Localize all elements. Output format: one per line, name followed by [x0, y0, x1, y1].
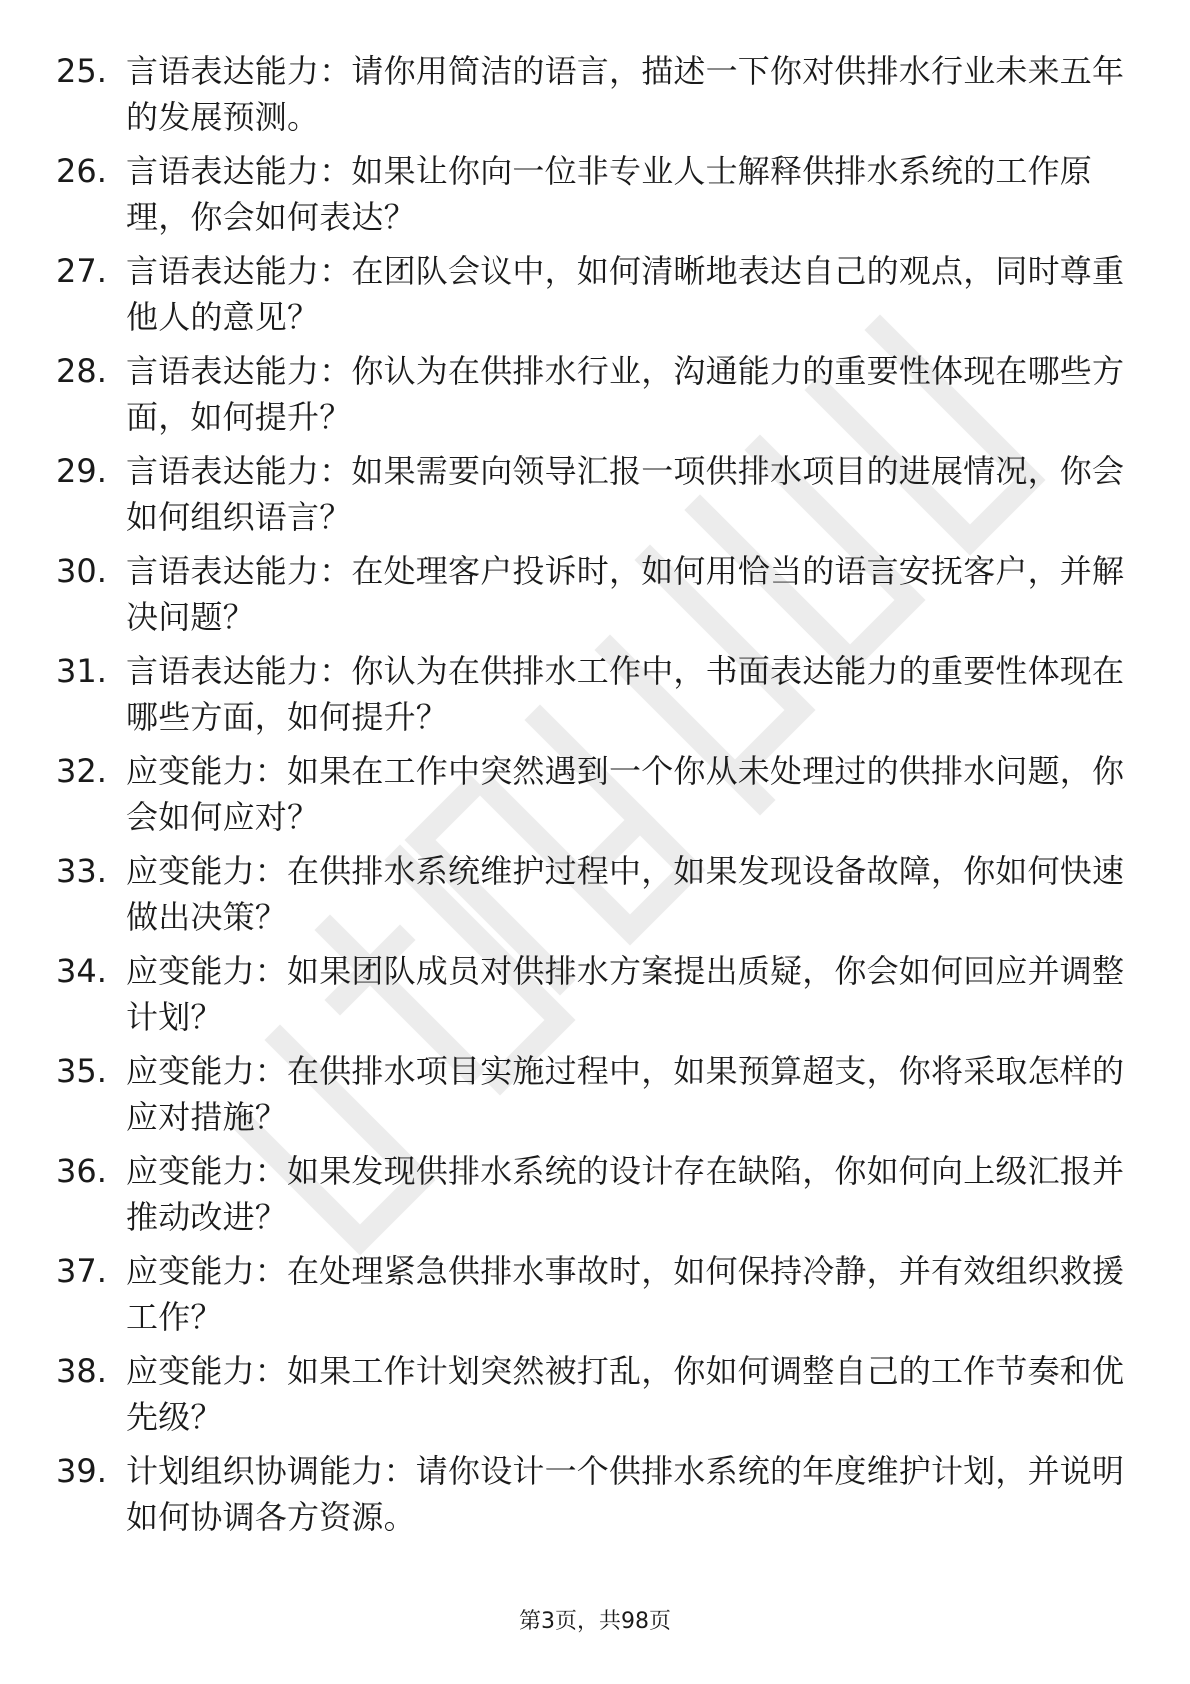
question-text: 言语表达能力：如果需要向领导汇报一项供排水项目的进展情况，你会如何组织语言？: [126, 452, 1125, 536]
question-number: 32.: [56, 752, 107, 790]
question-text: 应变能力：在供排水项目实施过程中，如果预算超支，你将采取怎样的应对措施？: [126, 1052, 1125, 1136]
page-number-label: 第3页，共98页: [519, 1609, 671, 1634]
question-number: 35.: [56, 1052, 107, 1090]
question-text: 应变能力：如果团队成员对供排水方案提出质疑，你会如何回应并调整计划？: [126, 952, 1125, 1036]
question-number: 30.: [56, 552, 107, 590]
question-number: 39.: [56, 1452, 107, 1490]
question-text: 言语表达能力：请你用简洁的语言，描述一下你对供排水行业未来五年的发展预测。: [126, 52, 1125, 136]
question-item: [56, 448, 1136, 548]
question-number: 33.: [56, 852, 107, 890]
question-item: [56, 848, 1136, 948]
question-number: 38.: [56, 1352, 107, 1390]
question-item: [56, 248, 1136, 348]
question-item: [56, 1148, 1136, 1248]
question-number: 36.: [56, 1152, 107, 1190]
question-number: 28.: [56, 352, 107, 390]
question-text: 言语表达能力：在处理客户投诉时，如何用恰当的语言安抚客户，并解决问题？: [126, 552, 1125, 636]
question-item: [56, 748, 1136, 848]
question-number: 27.: [56, 252, 107, 290]
question-item: [56, 648, 1136, 748]
question-text: 应变能力：如果发现供排水系统的设计存在缺陷，你如何向上级汇报并推动改进？: [126, 1152, 1125, 1236]
question-number: 34.: [56, 952, 107, 990]
question-number: 26.: [56, 152, 107, 190]
question-text: 言语表达能力：如果让你向一位非专业人士解释供排水系统的工作原理，你会如何表达？: [126, 152, 1093, 236]
question-item: [56, 1448, 1136, 1548]
question-item: [56, 948, 1136, 1048]
question-text: 言语表达能力：在团队会议中，如何清晰地表达自己的观点，同时尊重他人的意见？: [126, 252, 1125, 336]
question-text: 计划组织协调能力：请你设计一个供排水系统的年度维护计划，并说明如何协调各方资源。: [126, 1452, 1125, 1536]
question-number: 37.: [56, 1252, 107, 1290]
page-footer: [0, 1607, 1190, 1637]
question-text: 言语表达能力：你认为在供排水工作中，书面表达能力的重要性体现在哪些方面，如何提升？: [126, 652, 1125, 736]
question-text: 言语表达能力：你认为在供排水行业，沟通能力的重要性体现在哪些方面，如何提升？: [126, 352, 1125, 436]
question-item: [56, 48, 1136, 148]
question-text: 应变能力：在供排水系统维护过程中，如果发现设备故障，你如何快速做出决策？: [126, 852, 1125, 936]
question-number: 29.: [56, 452, 107, 490]
question-number: 25.: [56, 52, 107, 90]
question-item: [56, 148, 1136, 248]
question-list: [56, 48, 1136, 1548]
question-text: 应变能力：如果在工作中突然遇到一个你从未处理过的供排水问题，你会如何应对？: [126, 752, 1125, 836]
question-text: 应变能力：如果工作计划突然被打乱，你如何调整自己的工作节奏和优先级？: [126, 1352, 1125, 1436]
question-text: 应变能力：在处理紧急供排水事故时，如何保持冷静，并有效组织救援工作？: [126, 1252, 1125, 1336]
question-item: [56, 348, 1136, 448]
question-item: [56, 548, 1136, 648]
question-number: 31.: [56, 652, 107, 690]
question-item: [56, 1348, 1136, 1448]
question-item: [56, 1248, 1136, 1348]
question-item: [56, 1048, 1136, 1148]
